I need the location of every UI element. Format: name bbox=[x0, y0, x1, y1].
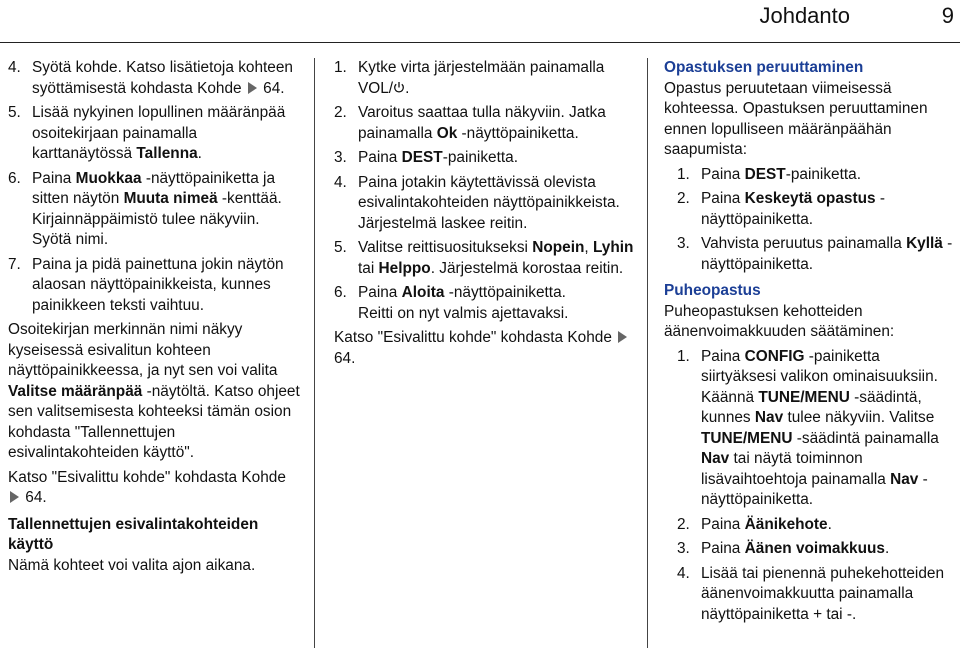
page-header bbox=[0, 0, 960, 46]
page-ref-arrow-icon bbox=[248, 82, 257, 94]
paragraph: Nämä kohteet voi valita ajon aikana. bbox=[8, 556, 256, 574]
list-item: 4. Paina jotakin käytettävissä olevista esivalintakohteiden näyttöpainikkeista. Järjestelmä laskee reitin. bbox=[334, 173, 620, 232]
paragraph: Katso "Esivalittu kohde" kohdasta Kohde 64. bbox=[8, 468, 286, 506]
column-divider bbox=[314, 58, 315, 648]
list-item: 4. Syötä kohde. Katso lisätietoja kohteen syöttämisestä kohdasta Kohde 64. bbox=[8, 59, 293, 97]
section-heading: Puheopastus bbox=[664, 282, 761, 299]
header-title: Johdanto bbox=[759, 3, 850, 28]
paragraph: Opastus peruutetaan viimeisessä kohteessa. Opastuksen peruuttaminen ennen lopulliseen määränpäähän saapumista: bbox=[664, 79, 928, 158]
list-item-note: Reitti on nyt valmis ajettavaksi. bbox=[358, 304, 569, 322]
paragraph: Katso "Esivalittu kohde" kohdasta Kohde 64. bbox=[334, 328, 634, 369]
list-item: 3. Paina DEST-painiketta. bbox=[334, 149, 518, 166]
paragraph: Osoitekirjan merkinnän nimi näkyy kyseisessä esivalitun kohteen näyttöpainikkeessa, ja nyt sen voi valita Valitse määränpää -näytöltä. Katso ohjeet sen valitsemisesta kohteeksi tämän osion kohdasta "Tallennettujen esivalintakohteiden käyttö". bbox=[8, 321, 300, 461]
list-item: 5. Lisää nykyinen lopullinen määränpää osoitekirjaan painamalla karttanäytössä Tallenna. bbox=[8, 104, 286, 162]
column-2 bbox=[334, 58, 634, 373]
power-icon bbox=[393, 81, 405, 94]
list-item: 5. Valitse reittisuositukseksi Nopein, Lyhin tai Helppo. Järjestelmä korostaa reitin. bbox=[334, 239, 634, 277]
list-item: 2. Paina Keskeytä opastus -näyttöpainiketta. bbox=[677, 190, 885, 228]
column-1 bbox=[8, 58, 300, 580]
list-item: 2. Varoitus saattaa tulla näkyviin. Jatka painamalla Ok -näyttöpainiketta. bbox=[334, 104, 606, 142]
section-heading: Tallennettujen esivalintakohteiden käyttö bbox=[8, 515, 259, 553]
list-item: 3. Vahvista peruutus painamalla Kyllä -näyttöpainiketta. bbox=[677, 235, 953, 273]
list-item: 6. Paina Aloita -näyttöpainiketta. bbox=[334, 284, 566, 301]
page-ref-arrow-icon bbox=[10, 491, 19, 503]
list-item: 7. Paina ja pidä painettuna jokin näytön alaosan näyttöpainikkeista, kunnes painikkeen teksti vaihtuu. bbox=[8, 255, 284, 314]
section-heading: Opastuksen peruuttaminen bbox=[664, 59, 864, 76]
list-item: 4. Lisää tai pienennä puhekehotteiden äänenvoimakkuutta painamalla näyttöpainiketta + tai -. bbox=[677, 564, 945, 623]
column-divider bbox=[647, 58, 648, 648]
column-3 bbox=[664, 58, 956, 629]
page-ref-arrow-icon bbox=[618, 331, 627, 343]
page-number: 9 bbox=[941, 3, 954, 28]
list-item: 1. Kytke virta järjestelmään painamalla VOL/ . bbox=[334, 59, 605, 97]
list-item: 1. Paina DEST-painiketta. bbox=[677, 165, 861, 183]
paragraph: Puheopastuksen kehotteiden äänenvoimakkuuden säätäminen: bbox=[664, 302, 895, 340]
header-rule bbox=[0, 42, 960, 43]
list-item: 1. Paina CONFIG -painiketta siirtyäksesi valikon ominaisuuksiin. Käännä TUNE/MENU -säädintä, kunnes Nav tulee näkyviin. Valitse TUNE/MENU -säädintä painamalla Nav tai näytä toiminnon lisävaihtoehtoja painamalla Nav -näyttöpainiketta. bbox=[677, 347, 939, 508]
list-item: 3. Paina Äänen voimakkuus. bbox=[677, 540, 890, 557]
list-item: 6. Paina Muokkaa -näyttöpainiketta ja sitten näytön Muuta nimeä -kenttää. Kirjainnäppäimistö tulee näkyviin. Syötä nimi. bbox=[8, 169, 282, 248]
list-item: 2. Paina Äänikehote. bbox=[677, 515, 832, 533]
